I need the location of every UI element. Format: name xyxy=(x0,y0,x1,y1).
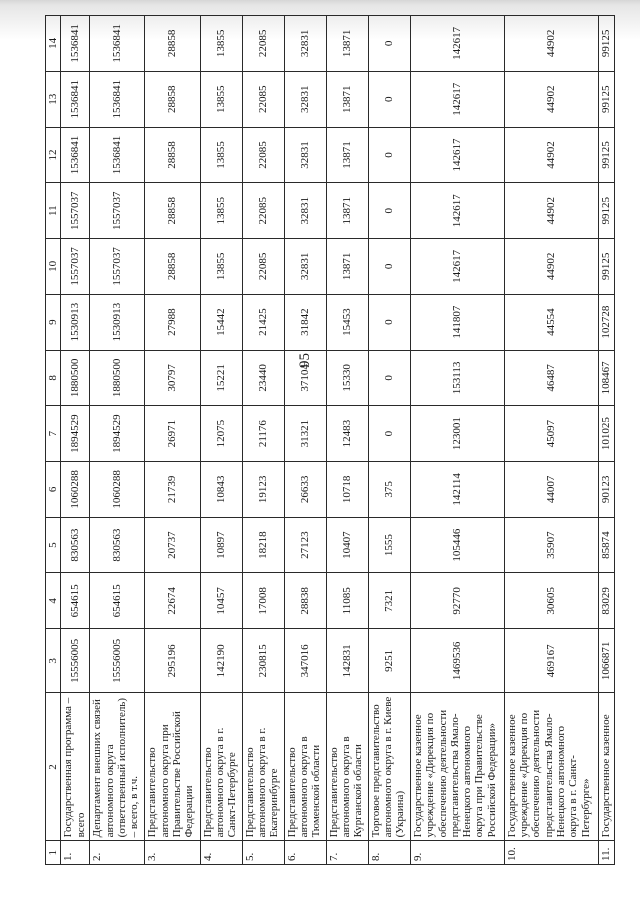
column-header: 5 xyxy=(46,517,61,573)
row-name: Государственное казенное учреждение «Дирекция по обеспечению деятельности представительства Ямало-Ненецкого автономного округа при Правительстве Российской Федерации» xyxy=(410,693,504,841)
table-row xyxy=(61,16,90,865)
table-cell: 15442 xyxy=(200,294,242,350)
table-cell: 9251 xyxy=(368,629,410,693)
row-number: 3. xyxy=(145,841,200,865)
table-cell: 654615 xyxy=(61,573,90,629)
table-row xyxy=(242,16,284,865)
budget-table xyxy=(45,15,615,865)
table-cell: 142617 xyxy=(410,16,504,72)
table-cell: 295196 xyxy=(145,629,200,693)
table-cell: 44902 xyxy=(504,183,598,239)
table-cell: 15221 xyxy=(200,350,242,406)
table-cell: 20737 xyxy=(145,517,200,573)
table-cell: 99125 xyxy=(598,239,614,295)
table-cell: 1894529 xyxy=(61,406,90,462)
table-row xyxy=(410,16,504,865)
table-cell: 830563 xyxy=(90,517,145,573)
table-cell: 1557037 xyxy=(61,239,90,295)
row-name: Представительство автономного округа в г. Екатеринбурге xyxy=(242,693,284,841)
table-cell: 30797 xyxy=(145,350,200,406)
table-cell: 1536841 xyxy=(61,127,90,183)
table-cell: 142617 xyxy=(410,71,504,127)
row-name: Представительство автономного округа в Курганской области xyxy=(326,693,368,841)
table-cell: 1880500 xyxy=(61,350,90,406)
table-cell: 101025 xyxy=(598,406,614,462)
column-header: 1 xyxy=(46,841,61,865)
table-cell: 13871 xyxy=(326,16,368,72)
table-cell: 99125 xyxy=(598,183,614,239)
table-cell: 12075 xyxy=(200,406,242,462)
table-cell: 21739 xyxy=(145,461,200,517)
table-cell: 142617 xyxy=(410,239,504,295)
row-number: 6. xyxy=(284,841,326,865)
table-cell: 32831 xyxy=(284,127,326,183)
table-cell: 10457 xyxy=(200,573,242,629)
table-cell: 13855 xyxy=(200,183,242,239)
table-cell: 15556005 xyxy=(61,629,90,693)
table-cell: 22085 xyxy=(242,16,284,72)
row-number: 7. xyxy=(326,841,368,865)
row-name: Департамент внешних связей автономного округа (ответственный исполнитель) – всего, в т.ч. xyxy=(90,693,145,841)
table-cell: 1555 xyxy=(368,517,410,573)
column-header: 4 xyxy=(46,573,61,629)
table-cell: 13871 xyxy=(326,183,368,239)
table-row xyxy=(504,16,598,865)
row-name: Представительство автономного округа в Тюменской области xyxy=(284,693,326,841)
row-name: Представительство автономного округа в г. Санкт-Петербурге xyxy=(200,693,242,841)
table-cell: 18218 xyxy=(242,517,284,573)
table-cell: 830563 xyxy=(61,517,90,573)
table-cell: 35907 xyxy=(504,517,598,573)
table-cell: 0 xyxy=(368,16,410,72)
table-cell: 10897 xyxy=(200,517,242,573)
table-cell: 0 xyxy=(368,350,410,406)
table-cell: 1060288 xyxy=(61,461,90,517)
table-cell: 28858 xyxy=(145,239,200,295)
table-cell: 142617 xyxy=(410,183,504,239)
table-cell: 102728 xyxy=(598,294,614,350)
table-cell: 31842 xyxy=(284,294,326,350)
table-cell: 13855 xyxy=(200,127,242,183)
header-row xyxy=(46,16,61,865)
column-header: 8 xyxy=(46,350,61,406)
table-cell: 1557037 xyxy=(90,239,145,295)
table-cell: 1536841 xyxy=(90,71,145,127)
column-header: 6 xyxy=(46,461,61,517)
table-cell: 15453 xyxy=(326,294,368,350)
table-cell: 32831 xyxy=(284,239,326,295)
table-cell: 13871 xyxy=(326,71,368,127)
table-cell: 123001 xyxy=(410,406,504,462)
table-cell: 44554 xyxy=(504,294,598,350)
row-number: 1. xyxy=(61,841,90,865)
row-number: 9. xyxy=(410,841,504,865)
table-cell: 1557037 xyxy=(90,183,145,239)
page-number: 95 xyxy=(297,353,313,368)
table-cell: 7321 xyxy=(368,573,410,629)
row-number: 11. xyxy=(598,841,614,865)
table-cell: 0 xyxy=(368,406,410,462)
table-cell: 13871 xyxy=(326,239,368,295)
table-cell: 10407 xyxy=(326,517,368,573)
table-body xyxy=(61,16,615,865)
column-header: 9 xyxy=(46,294,61,350)
table-cell: 21425 xyxy=(242,294,284,350)
column-header: 10 xyxy=(46,239,61,295)
table-cell: 12483 xyxy=(326,406,368,462)
table-cell: 22085 xyxy=(242,71,284,127)
table-cell: 108467 xyxy=(598,350,614,406)
table-cell: 469167 xyxy=(504,629,598,693)
row-number: 10. xyxy=(504,841,598,865)
table-row xyxy=(200,16,242,865)
table-cell: 1060288 xyxy=(90,461,145,517)
table-cell: 1880500 xyxy=(90,350,145,406)
row-number: 5. xyxy=(242,841,284,865)
row-number: 2. xyxy=(90,841,145,865)
table-cell: 19123 xyxy=(242,461,284,517)
table-cell: 142831 xyxy=(326,629,368,693)
table-cell: 0 xyxy=(368,71,410,127)
row-name: Представительство автономного округа при Правительстве Российской Федерации xyxy=(145,693,200,841)
table-cell: 10843 xyxy=(200,461,242,517)
table-cell: 1469536 xyxy=(410,629,504,693)
table-cell: 83029 xyxy=(598,573,614,629)
table-cell: 28858 xyxy=(145,127,200,183)
row-name: Государственная программа – всего xyxy=(61,693,90,841)
table-cell: 0 xyxy=(368,239,410,295)
table-cell: 27988 xyxy=(145,294,200,350)
table-cell: 1530913 xyxy=(90,294,145,350)
table-cell: 1536841 xyxy=(61,71,90,127)
table-cell: 45097 xyxy=(504,406,598,462)
table-cell: 11085 xyxy=(326,573,368,629)
column-header: 2 xyxy=(46,693,61,841)
table-cell: 13855 xyxy=(200,71,242,127)
table-cell: 10718 xyxy=(326,461,368,517)
table-cell: 230815 xyxy=(242,629,284,693)
table-cell: 99125 xyxy=(598,127,614,183)
table-cell: 15330 xyxy=(326,350,368,406)
table-cell: 92770 xyxy=(410,573,504,629)
table-cell: 17008 xyxy=(242,573,284,629)
table-cell: 654615 xyxy=(90,573,145,629)
table-cell: 28838 xyxy=(284,573,326,629)
table-cell: 44902 xyxy=(504,127,598,183)
table-cell: 32831 xyxy=(284,16,326,72)
row-number: 8. xyxy=(368,841,410,865)
table-cell: 22085 xyxy=(242,239,284,295)
table-cell: 153113 xyxy=(410,350,504,406)
column-header: 13 xyxy=(46,71,61,127)
column-header: 7 xyxy=(46,406,61,462)
table-cell: 13871 xyxy=(326,127,368,183)
table-cell: 30605 xyxy=(504,573,598,629)
table-row xyxy=(90,16,145,865)
table-row xyxy=(145,16,200,865)
table-cell: 1894529 xyxy=(90,406,145,462)
column-header: 14 xyxy=(46,16,61,72)
row-number: 4. xyxy=(200,841,242,865)
table-row xyxy=(284,16,326,865)
table-cell: 1530913 xyxy=(61,294,90,350)
row-name: Государственное казенное учреждение «Дирекция по обеспечению деятельности представительства Ямало-Ненецкого автономного округа в г. Санкт-Петербурге» xyxy=(504,693,598,841)
table-cell: 142114 xyxy=(410,461,504,517)
table-cell: 37104 xyxy=(284,350,326,406)
table-cell: 375 xyxy=(368,461,410,517)
row-name: Государственное казенное xyxy=(598,693,614,841)
column-header: 11 xyxy=(46,183,61,239)
table-cell: 21176 xyxy=(242,406,284,462)
table-cell: 26971 xyxy=(145,406,200,462)
table-cell: 22085 xyxy=(242,127,284,183)
table-cell: 44902 xyxy=(504,16,598,72)
table-cell: 28858 xyxy=(145,183,200,239)
table-cell: 0 xyxy=(368,294,410,350)
table-cell: 99125 xyxy=(598,71,614,127)
table-cell: 28858 xyxy=(145,16,200,72)
table-cell: 1066871 xyxy=(598,629,614,693)
table-cell: 1557037 xyxy=(61,183,90,239)
rotated-table-container xyxy=(45,15,615,865)
table-cell: 31321 xyxy=(284,406,326,462)
table-cell: 44007 xyxy=(504,461,598,517)
table-cell: 44902 xyxy=(504,239,598,295)
table-cell: 1536841 xyxy=(61,16,90,72)
table-cell: 32831 xyxy=(284,183,326,239)
table-cell: 15556005 xyxy=(90,629,145,693)
table-cell: 13855 xyxy=(200,16,242,72)
table-row xyxy=(368,16,410,865)
column-header: 3 xyxy=(46,629,61,693)
table-cell: 44902 xyxy=(504,71,598,127)
table-cell: 85874 xyxy=(598,517,614,573)
table-row xyxy=(598,16,614,865)
table-cell: 22085 xyxy=(242,183,284,239)
table-cell: 347016 xyxy=(284,629,326,693)
table-row xyxy=(326,16,368,865)
table-cell: 22674 xyxy=(145,573,200,629)
table-cell: 142617 xyxy=(410,127,504,183)
row-name: Торговое представительство автономного округа в г. Киеве (Украина) xyxy=(368,693,410,841)
table-cell: 142190 xyxy=(200,629,242,693)
column-header: 12 xyxy=(46,127,61,183)
table-cell: 27123 xyxy=(284,517,326,573)
table-cell: 28858 xyxy=(145,71,200,127)
table-cell: 13855 xyxy=(200,239,242,295)
table-cell: 0 xyxy=(368,183,410,239)
table-cell: 90123 xyxy=(598,461,614,517)
table-cell: 1536841 xyxy=(90,16,145,72)
table-cell: 46487 xyxy=(504,350,598,406)
table-cell: 0 xyxy=(368,127,410,183)
table-cell: 26633 xyxy=(284,461,326,517)
table-cell: 1536841 xyxy=(90,127,145,183)
table-cell: 105446 xyxy=(410,517,504,573)
table-cell: 23440 xyxy=(242,350,284,406)
table-cell: 99125 xyxy=(598,16,614,72)
table-cell: 141807 xyxy=(410,294,504,350)
table-cell: 32831 xyxy=(284,71,326,127)
